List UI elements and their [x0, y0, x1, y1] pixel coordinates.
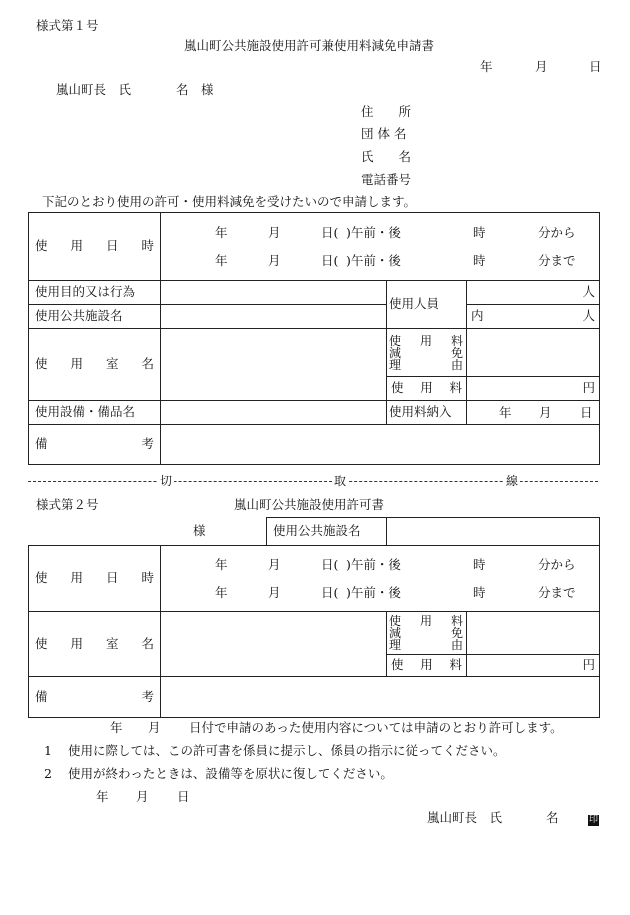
form2-fee-field[interactable]: 円	[467, 655, 600, 677]
equipment-field[interactable]	[161, 401, 387, 425]
form2-facility-field[interactable]	[387, 518, 600, 546]
form1-table	[28, 212, 600, 465]
form2-time-row-to: 年 月 日( )午前・後 時 分まで	[215, 584, 576, 600]
use-datetime-cell[interactable]	[161, 213, 600, 281]
form2-room-label-cell	[29, 612, 161, 677]
applicant-address-label: 住 所	[361, 104, 412, 119]
room-label-cell	[29, 329, 161, 401]
form2-facility-label: 使用公共施設名	[267, 518, 387, 546]
issue-month: 月	[136, 789, 149, 804]
approval-year: 年	[110, 720, 123, 735]
form1-date-year: 年	[480, 59, 493, 74]
remarks-label: 備 考	[35, 436, 154, 452]
form2-time-row-from: 年 月 日( )午前・後 時 分から	[215, 556, 576, 572]
fee-paid-date[interactable]: 年 月 日	[467, 401, 600, 425]
note-1-text: 使用に際しては、この許可書を係員に提示し、係員の指示に従ってください。	[68, 743, 506, 758]
form1-date-month: 月	[535, 59, 548, 74]
form1-date-day: 日	[589, 59, 602, 74]
form2-use-datetime-label-cell	[29, 546, 161, 612]
form2-remarks-field[interactable]	[161, 677, 600, 718]
approval-month: 月	[148, 720, 161, 735]
note-2-text: 使用が終わったときは、設備等を原状に復してください。	[68, 766, 393, 781]
applicant-phone-label: 電話番号	[361, 172, 412, 187]
fee-label-cell: 使 用 料	[387, 377, 467, 401]
form2-room-label: 使 用 室 名	[35, 635, 154, 651]
purpose-field[interactable]	[161, 281, 387, 305]
form2-fee-label-cell: 使 用 料	[387, 655, 467, 677]
form1-title: 嵐山町公共施設使用許可兼使用料減免申請書	[184, 38, 435, 53]
facility-field[interactable]	[161, 305, 387, 329]
form2-waiver-reason-label: 使 用 料 減 免 理 由	[387, 612, 467, 655]
note-1-number: 1	[44, 743, 52, 758]
form2-number: 様式第２号	[36, 497, 99, 512]
signer-mid: 名	[546, 810, 559, 825]
form1-number: 様式第１号	[36, 18, 99, 33]
use-datetime-label-cell	[29, 213, 161, 281]
purpose-label: 使用目的又は行為	[29, 281, 161, 305]
remarks-label-cell	[29, 425, 161, 465]
intro-text: 下記のとおり使用の許可・使用料減免を受けたいので申請します。	[42, 194, 417, 209]
form2-waiver-reason-field[interactable]	[467, 612, 600, 655]
form2-title: 嵐山町公共施設使用許可書	[234, 497, 385, 512]
form2-addressee-suffix: 様	[193, 523, 206, 538]
room-label: 使 用 室 名	[35, 356, 154, 372]
users-inner-field[interactable]: 内 人	[467, 305, 600, 329]
form2-use-datetime-cell[interactable]	[161, 546, 600, 612]
use-datetime-label: 使 用 日 時	[35, 238, 154, 254]
addressee-mid: 名	[176, 82, 189, 97]
addressee-right: 様	[201, 82, 214, 97]
room-field[interactable]	[161, 329, 387, 401]
time-row-from: 年 月 日( )午前・後 時 分から	[215, 224, 576, 240]
form2-use-datetime-label: 使 用 日 時	[35, 570, 154, 586]
signer-left: 嵐山町長 氏	[427, 810, 503, 825]
form2-remarks-label-cell	[29, 677, 161, 718]
seal-icon: 印	[588, 815, 598, 825]
applicant-group-label: 団 体 名	[361, 126, 407, 141]
applicant-name-label: 氏 名	[361, 149, 412, 164]
issue-year: 年	[96, 789, 109, 804]
cut-label-3: 線	[506, 474, 519, 488]
addressee-left: 嵐山町長 氏	[56, 82, 132, 97]
issue-day: 日	[177, 789, 190, 804]
users-label: 使用人員	[387, 281, 467, 329]
form2-remarks-label: 備 考	[35, 688, 154, 704]
facility-label: 使用公共施設名	[29, 305, 161, 329]
waiver-reason-label: 使 用 料 減 免 理 由	[387, 329, 467, 377]
fee-field[interactable]: 円	[467, 377, 600, 401]
fee-paid-label: 使用料納入	[387, 401, 467, 425]
equipment-label: 使用設備・備品名	[29, 401, 161, 425]
waiver-reason-field[interactable]	[467, 329, 600, 377]
cut-label-1: 切	[160, 474, 173, 488]
form2-room-field[interactable]	[161, 612, 387, 677]
cut-label-2: 取	[334, 474, 347, 488]
note-2-number: 2	[44, 766, 52, 781]
users-field[interactable]: 人	[467, 281, 600, 305]
form2-table	[28, 545, 600, 718]
form2-facility-table	[266, 517, 600, 546]
remarks-field[interactable]	[161, 425, 600, 465]
approval-text: 日付で申請のあった使用内容については申請のとおり許可します。	[189, 720, 563, 735]
time-row-to: 年 月 日( )午前・後 時 分まで	[215, 252, 576, 268]
